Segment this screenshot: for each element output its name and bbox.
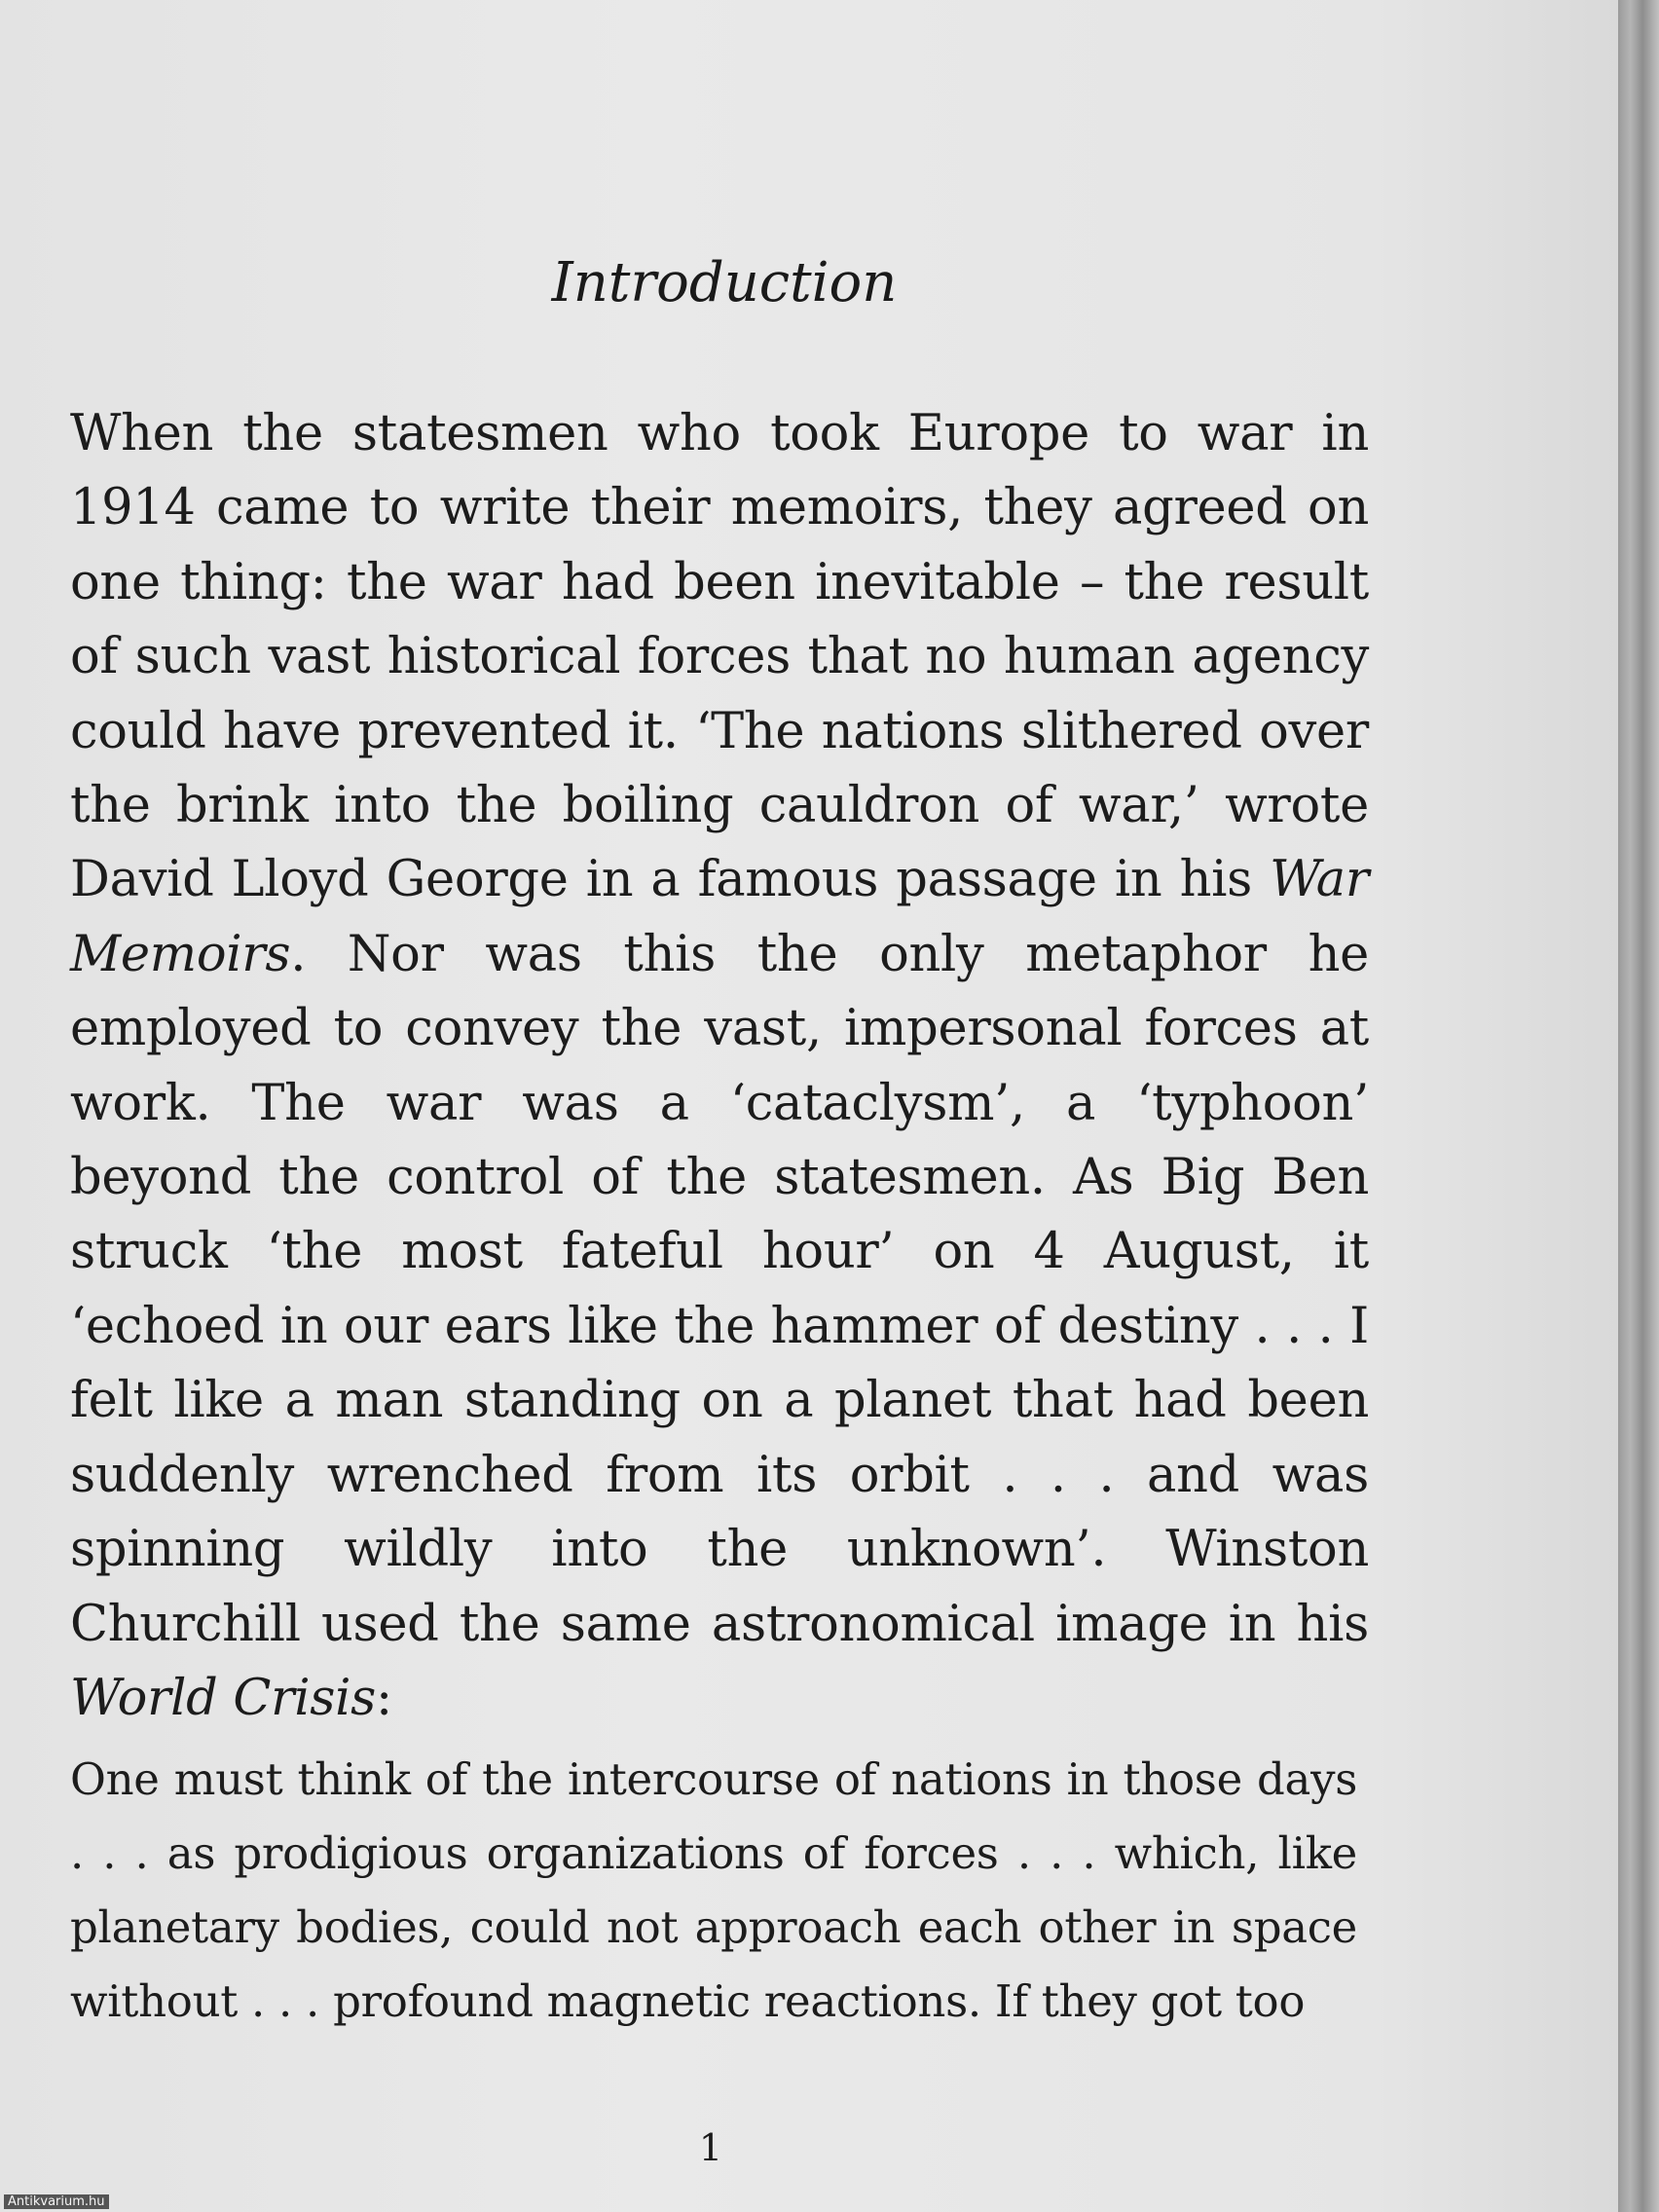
chapter-title: Introduction	[551, 251, 898, 314]
page-edge	[1618, 0, 1659, 2212]
paragraph-text-part1: When the statesmen who took Europe to war in 1914 came to write their memoirs, they agreed on one thing: the war had been inevitable – the result of such vast historical forces that no human agency could have prevented it. ‘The nations slithered over the brink into the boiling cauldron of war,’ wrote David Lloyd George in a famous passage in his	[70, 405, 1369, 909]
book-title-world-crisis: World Crisis	[70, 1669, 376, 1727]
book-title-war-memoirs: War Memoirs	[70, 851, 1369, 983]
block-quote: One must think of the intercourse of nations in those days . . . as prodigious organizations of forces . . . which, like planetary bodies, could not approach each other in space without . . . profound magnetic reactions. If they got too	[70, 1753, 1357, 2027]
show-through-text	[88, 0, 1382, 370]
paragraph-text-part2: . Nor was this the only metaphor he employed to convey the vast, impersonal forces at work. The war was a ‘cataclysm’, a ‘typhoon’ beyond the control of the statesmen. As Big Ben struck ‘the most fateful hour’ on 4 August, it ‘echoed in our ears like the hammer of destiny . . . I felt like a man standing on a planet that had been suddenly wrenched from its orbit . . . and was spinning wildly into the unknown’. Winston Churchill used the same astronomical image in his	[70, 925, 1369, 1653]
watermark: Antikvarium.hu	[4, 2194, 109, 2209]
paragraph-text-part3: :	[375, 1669, 392, 1727]
page-number: 1	[698, 2126, 723, 2169]
intro-paragraph	[70, 397, 1369, 1736]
